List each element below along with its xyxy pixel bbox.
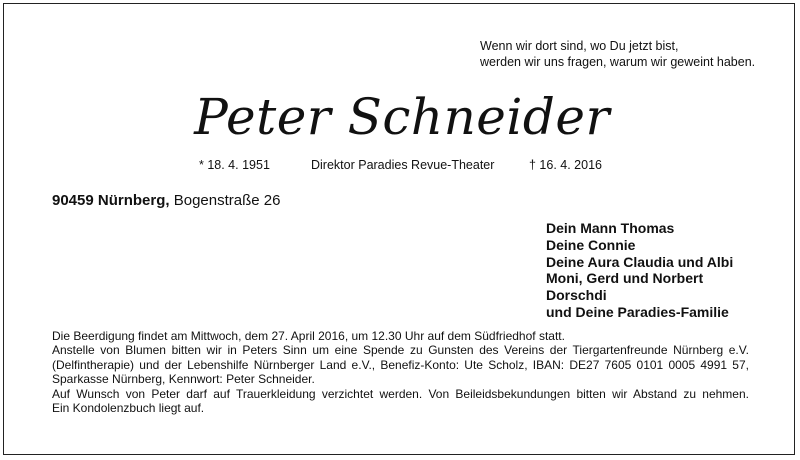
notice-line: (Delfintherapie) und der Lebenshilfe Nürnberger Land e.V., Benefiz-Konto: Ute Scholz, IBAN: DE27 7605 0101 0005 4991 57, [52, 357, 749, 372]
memorial-quote [480, 38, 755, 70]
mourner-line: Deine Connie [546, 236, 636, 253]
mourner-line: und Deine Paradies-Familie [546, 303, 729, 320]
quote-line: Wenn wir dort sind, wo Du jetzt bist, [480, 39, 679, 53]
address [52, 191, 280, 210]
notice-line: Auf Wunsch von Peter darf auf Trauerkleidung verzichtet werden. Von Beileidsbekundungen bitten wir Abstand zu nehmen. [52, 386, 749, 401]
funeral-notice [52, 329, 749, 415]
birth-date: * 18. 4. 1951 [199, 158, 270, 172]
deceased-role: Direktor Paradies Revue-Theater [311, 158, 495, 172]
address-street: Bogenstraße 26 [173, 192, 281, 209]
address-city: 90459 Nürnberg, [52, 192, 170, 209]
deceased-name: Peter Schneider [194, 88, 610, 146]
notice-line: Anstelle von Blumen bitten wir in Peters Sinn um eine Spende zu Gunsten des Vereins der Tiergartenfreunde Nürnberg e.V. [52, 343, 749, 358]
notice-line: Ein Kondolenzbuch liegt auf. [52, 401, 205, 416]
notice-line: Sparkasse Nürnberg, Kennwort: Peter Schneider. [52, 372, 315, 387]
death-date: † 16. 4. 2016 [529, 158, 602, 172]
mourner-line: Dein Mann Thomas [546, 220, 675, 236]
mourner-line: Deine Aura Claudia und Albi [546, 253, 734, 270]
mourner-line: Moni, Gerd und Norbert [546, 270, 704, 287]
notice-line: Die Beerdigung findet am Mittwoch, dem 27. April 2016, um 12.30 Uhr auf dem Südfriedhof statt. [52, 329, 565, 343]
mourner-line: Dorschdi [546, 287, 607, 304]
quote-line: werden wir uns fragen, warum wir geweint haben. [480, 55, 756, 69]
mourners-list [546, 220, 733, 321]
